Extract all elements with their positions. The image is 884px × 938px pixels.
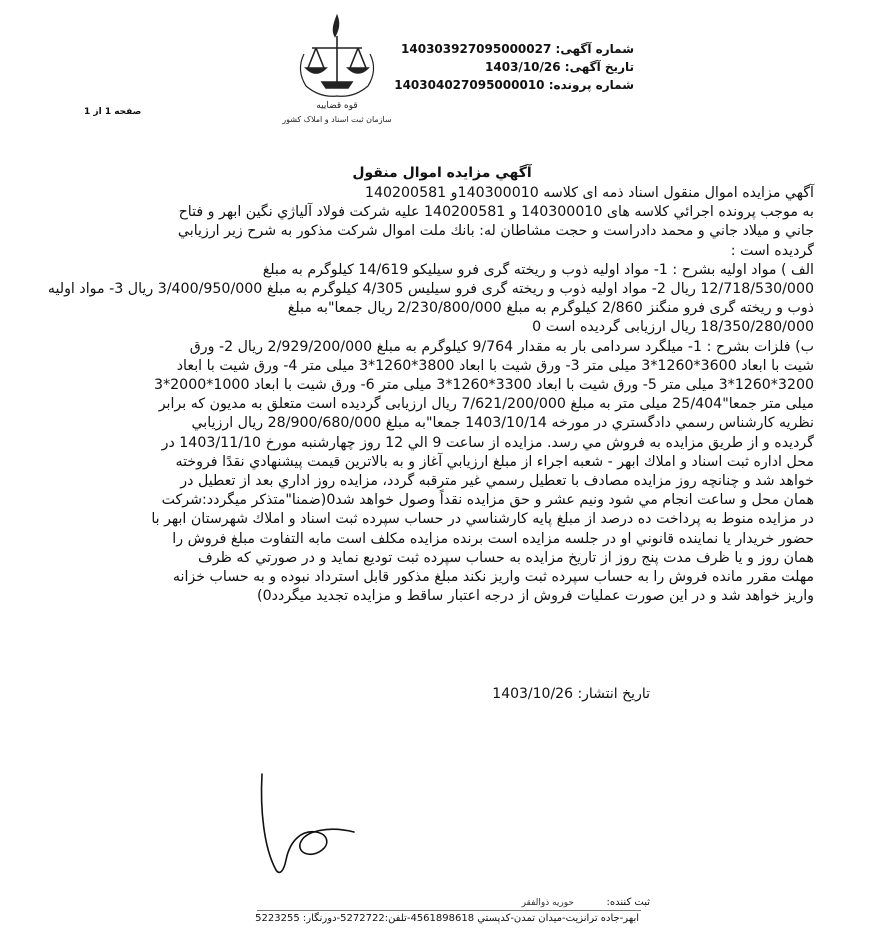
ad-date-label: تاریخ آگهی: xyxy=(564,60,634,74)
ad-number: 140303927095000027 xyxy=(401,42,552,56)
svg-text:سازمان ثبت اسناد و املاک کشور: سازمان ثبت اسناد و املاک کشور xyxy=(282,115,392,124)
footer-address: ابهر-جاده ترانزيت-ميدان تمدن-کدپستي 4561898618-تلفن:5272722-دورنگار: 5223255 xyxy=(255,913,639,924)
body-line: محل اداره ثبت اسناد و املاك ابهر - شعبه اجراء از مبلغ ارزيابي آغاز و به بالاترين قيمت پيشنهادي نقدًا فروخته xyxy=(175,453,814,470)
svg-text:قوه قضاییه: قوه قضاییه xyxy=(316,101,358,111)
body-line: 3200*1260*3 میلی متر 5- ورق شیت با ابعاد 3300*1260*3 میلی متر 6- ورق شیت با ابعاد 1000*2000*3 xyxy=(154,377,814,394)
body-line: مهلت مقرر مانده فروش را به حساب سپرده ثبت واريز نكند مبلغ مذكور قابل استرداد نبوده و به حساب خزانه xyxy=(172,569,814,586)
ad-metadata xyxy=(394,40,634,94)
file-number-row xyxy=(394,76,634,94)
body-line: گرديده است : xyxy=(730,242,814,259)
publication-date: 1403/10/26 xyxy=(492,686,573,702)
body-line: به موجب پرونده اجرائي کلاسه های 140300010 و 140200581 علیه شرکت فولاد آلیاژي نگین ابهر و فتاح xyxy=(178,204,814,221)
page-indicator: صفحه 1 از 1 xyxy=(84,107,142,117)
body-line: همان محل و ساعت انجام مي شود ونيم عشر و حق مزايده نقداً وصول خواهد شد0(ضمنا"متذكر ميگردد:شركت xyxy=(161,492,814,509)
body-line: 12/718/530/000 ریال 2- مواد اولیه ذوب و ریخته گری فرو سیلیس 4/305 کیلوگرم به مبلغ 3/400/950/000 ریال 3- مواد اولیه xyxy=(47,281,814,298)
body-line: میلی متر جمعا"25/404 میلی متر به مبلغ 7/621/200/000 ریال ارزیابی گردیده است متعلق به مدیون که برابر xyxy=(158,396,814,413)
registrar-name: حوریه ذوالفقر xyxy=(521,898,574,908)
publication-date-row xyxy=(492,686,650,702)
file-number: 140304027095000010 xyxy=(394,78,545,92)
body-line: ب) فلزات بشرح : 1- میلگرد سردامی بار به مقدار 9/764 کیلوگرم به مبلغ 2/929/200/000 ریال 2- ورق xyxy=(189,338,814,355)
ad-date-row xyxy=(394,58,634,76)
ad-number-row xyxy=(394,40,634,58)
registrar-label: ثبت کننده: xyxy=(606,897,650,908)
body-line: در مزايده منوط به پرداخت ده درصد از مبلغ پايه كارشناسي در حساب سپرده ثبت اسناد و املاك شهرستان ابهر با xyxy=(151,511,814,528)
file-number-label: شماره پرونده: xyxy=(548,78,634,92)
body-line: واريز خواهد شد و در اين صورت عمليات فروش از درجه اعتبار ساقط و مزايده تجديد ميگردد0) xyxy=(257,588,814,605)
ad-date: 1403/10/26 xyxy=(485,60,561,74)
notice-body xyxy=(47,184,814,606)
body-line: آگهي مزايده اموال منقول اسناد ذمه ای کلاسه 140300010و 140200581 xyxy=(364,185,814,201)
body-line: حضور خريدار يا نماينده قانوني او در جلسه مزايده است برنده مزايده مكلف است مابه التفاوت مبلغ فروش را xyxy=(172,530,814,547)
judiciary-emblem-icon xyxy=(282,10,392,128)
notice-title: آگهي مزايده اموال منقول xyxy=(352,165,532,181)
ad-number-label: شماره آگهی: xyxy=(555,42,634,56)
body-line: ذوب و ریخته گری فرو منگنز 2/860 کیلوگرم به مبلغ 2/230/800/000 ریال جمعا"به مبلغ xyxy=(287,300,814,317)
body-line: نظریه کارشناس رسمي دادگستري در مورخه 1403/10/14 جمعا"به مبلغ 28/900/680/000 ریال ارزیابي xyxy=(191,415,814,432)
publication-date-label: تاريخ انتشار: xyxy=(577,686,650,702)
body-line: 18/350/280/000 ریال ارزیابی گردیده است 0 xyxy=(532,319,814,336)
signature xyxy=(250,770,370,880)
body-line: خواهد شد و چنانچه روز مزايده مصادف با تعطيل رسمي غير مترقبه گردد، مزايده روز اداري بعد از تعطيل در xyxy=(180,473,814,490)
body-line: الف ) مواد اولیه بشرح : 1- مواد اولیه ذوب و ریخته گری فرو سیلیکو 14/619 کیلوگرم به مبلغ xyxy=(262,261,814,278)
footer-divider xyxy=(257,910,641,911)
body-line: شیت با ابعاد 3600*1260*3 میلی متر 3- ورق شیت با ابعاد 3800*1260*3 میلی متر 4- ورق شیت با ابعاد xyxy=(176,357,814,374)
body-line: همان روز و يا ظرف مدت پنج روز از تاريخ مزايده به حساب سپرده ثبت توديع نمايد و در صورتي كه ظرف xyxy=(198,549,814,566)
body-line: گرديده و از طريق مزايده به فروش مي رسد. مزايده از ساعت 9 الي 12 روز چهارشنبه مورخ 1403/11/10 در xyxy=(161,434,814,451)
body-line: جاني و میلاد جاني و محمد دادراست و حجت مشاطان له: بانك ملت اموال شرکت مذکور به شرح زير ارزيابي xyxy=(177,223,814,240)
